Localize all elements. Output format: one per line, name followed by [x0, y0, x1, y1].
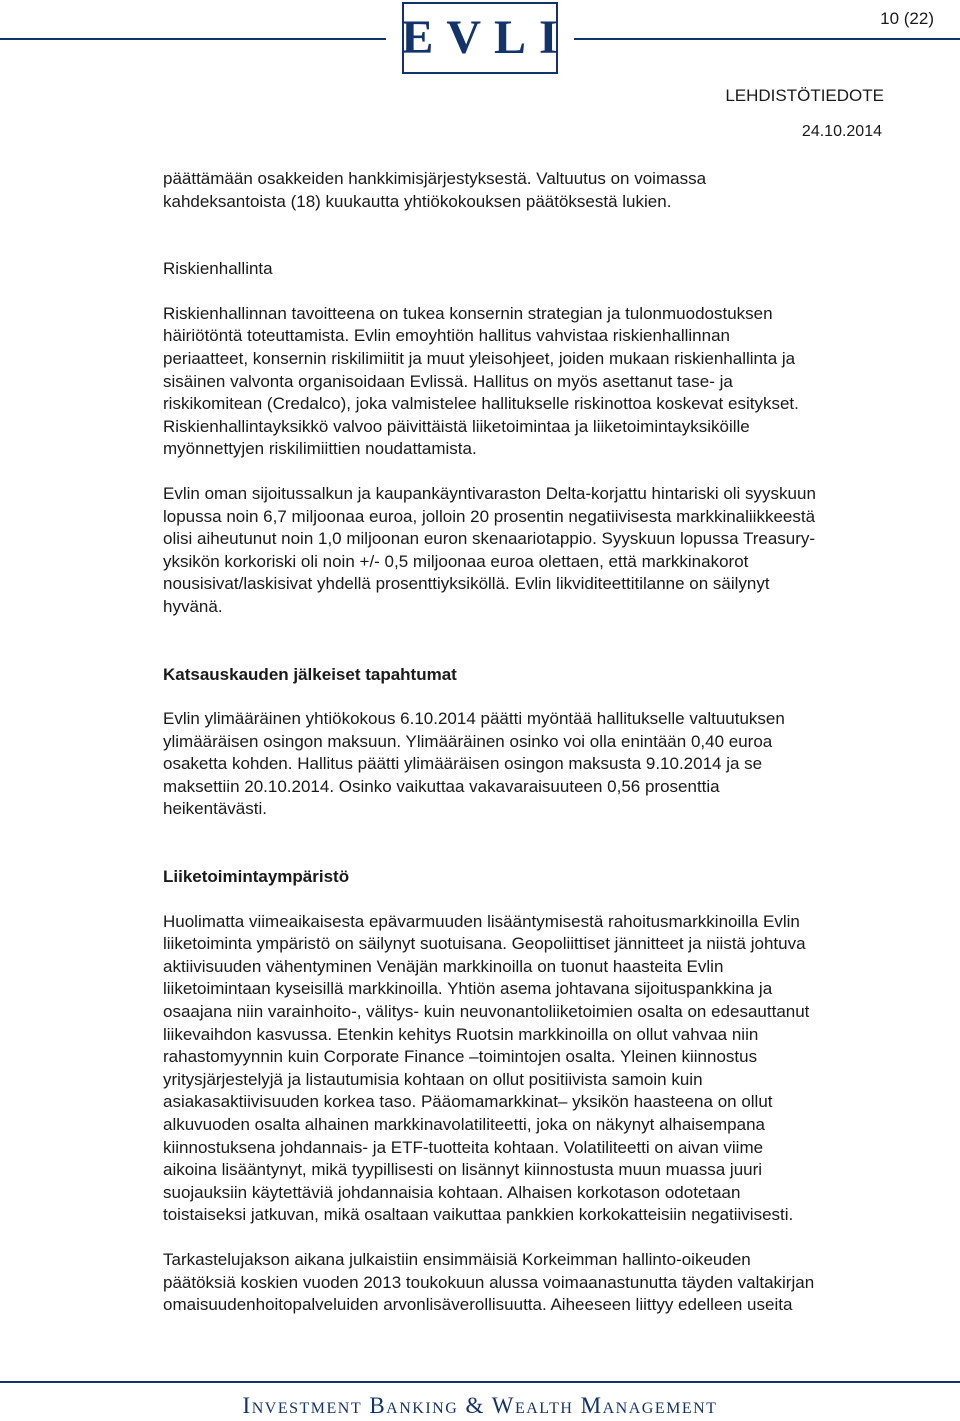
logo-text: EVLI — [401, 11, 571, 64]
document-body — [163, 168, 933, 1317]
risk-paragraph-1: Riskienhallinnan tavoitteena on tukea konsernin strategian ja tulonmuodostuksen häiriötöntä toteuttamista. Evlin emoyhtiön hallitus vahvistaa riskienhallinnan periaatteet, konsernin riskilimiitit ja muut yleisohjeet, joiden mukaan riskienhallinta ja sisäinen valvonta organisoidaan Evlissä. Hallitus on myös asettanut tase- ja riskikomitean (Credalco), joka valmistelee hallitukselle riskinottoa koskevat esitykset. Riskienhallintayksikkö valvoo päivittäistä liiketoimintaa ja liiketoimintayksiköille myönnettyjen riskilimiittien noudattamista. — [163, 303, 799, 459]
environment-heading: Liiketoimintaympäristö — [163, 867, 350, 887]
environment-paragraph-2: Tarkastelujakson aikana julkaistiin ensimmäisiä Korkeimman hallinto-oikeuden päätöksiä koskien vuoden 2013 toukokuun alussa voimaanastunutta täyden valtakirjan omaisuudenhoitopalveluiden arvonlisäverollisuutta. Aiheeseen liittyy edelleen useita — [163, 1249, 815, 1315]
events-heading: Katsauskauden jälkeiset tapahtumat — [163, 664, 457, 684]
document-type: LEHDISTÖTIEDOTE — [725, 86, 884, 105]
header-rule-left — [0, 38, 386, 40]
evli-logo — [401, 2, 571, 74]
risk-heading: Riskienhallinta — [163, 259, 273, 279]
footer-tagline: Investment Banking & Wealth Management — [242, 1393, 718, 1418]
footer-rule — [0, 1381, 960, 1383]
intro-paragraph: päättämään osakkeiden hankkimisjärjestyksestä. Valtuutus on voimassa kahdeksantoista (18) kuukautta yhtiökokouksen päätöksestä lukien. — [163, 169, 707, 211]
page-number: 10 (22) — [880, 9, 934, 28]
header-rule-right — [574, 38, 960, 40]
events-paragraph-1: Evlin ylimääräinen yhtiökokous 6.10.2014 päätti myöntää hallitukselle valtuutuksen ylimääräisen osingon maksuun. Ylimääräinen osinko voi olla enintään 0,40 euroa osaketta kohden. Hallitus päätti ylimääräisen osingon maksusta 9.10.2014 ja se maksettiin 20.10.2014. Osinko vaikuttaa vakavaraisuuteen 0,56 prosenttia heikentävästi. — [163, 709, 785, 819]
document-date: 24.10.2014 — [801, 123, 882, 140]
risk-paragraph-2: Evlin oman sijoitussalkun ja kaupankäyntivaraston Delta-korjattu hintariski oli syyskuun lopussa noin 6,7 miljoonaa euroa, jolloin 20 prosentin negatiivisesta markkinaliikkeestä olisi aiheutunut noin 1,0 miljoonan euron skenaariotappio. Syyskuun lopussa Treasury- yksikön korkoriski oli noin +/- 0,5 miljoonaa euroa olettaen, että markkinakorot nousisivat/laskisivat yhdellä prosenttiyksiköllä. Evlin likviditeettitilanne on säilynyt hyvänä. — [163, 483, 816, 616]
environment-paragraph-1: Huolimatta viimeaikaisesta epävarmuuden lisääntymisestä rahoitusmarkkinoilla Evlin liiketoiminta ympäristö on säilynyt suotuisana. Geopoliittiset jännitteet ja niistä johtuva aktiivisuuden vähentyminen Venäjän markkinoilla on tuonut haasteita Evlin liiketoimintaan kyseisillä markkinoilla. Yhtiön asema johtavana sijoituspankkina ja osaajana niin varainhoito-, välitys- kuin neuvonantoliiketoimien osalta on edesauttanut liikevaihdon kasvussa. Etenkin kehitys Ruotsin markkinoilla on ollut vahvaa niin rahastomyynnin kuin Corporate Finance –toimintojen osalta. Yleinen kiinnostus yritysjärjestelyjä ja listautumisia kohtaan on ollut positiivista samoin kuin asiakasaktiivisuuden korkea taso. Pääomamarkkinat– yksikön haasteena on ollut alkuvuoden osalta alhainen markkinavolatiliteetti, joka on näkynyt alhaisempana kiinnostuksena johdannais- ja ETF-tuotteita kohtaan. Volatiliteetti on aivan viime aikoina lisääntynyt, mikä tyypillisesti on lisännyt kiinnostusta muun muassa juuri suojauksiin käytettäviä johdannaisia kohtaan. Alhaisen korkotason odotetaan toistaiseksi jatkuvan, mikä osaltaan vaikuttaa pankkien korkokatteisiin negatiivisesti. — [163, 911, 810, 1225]
